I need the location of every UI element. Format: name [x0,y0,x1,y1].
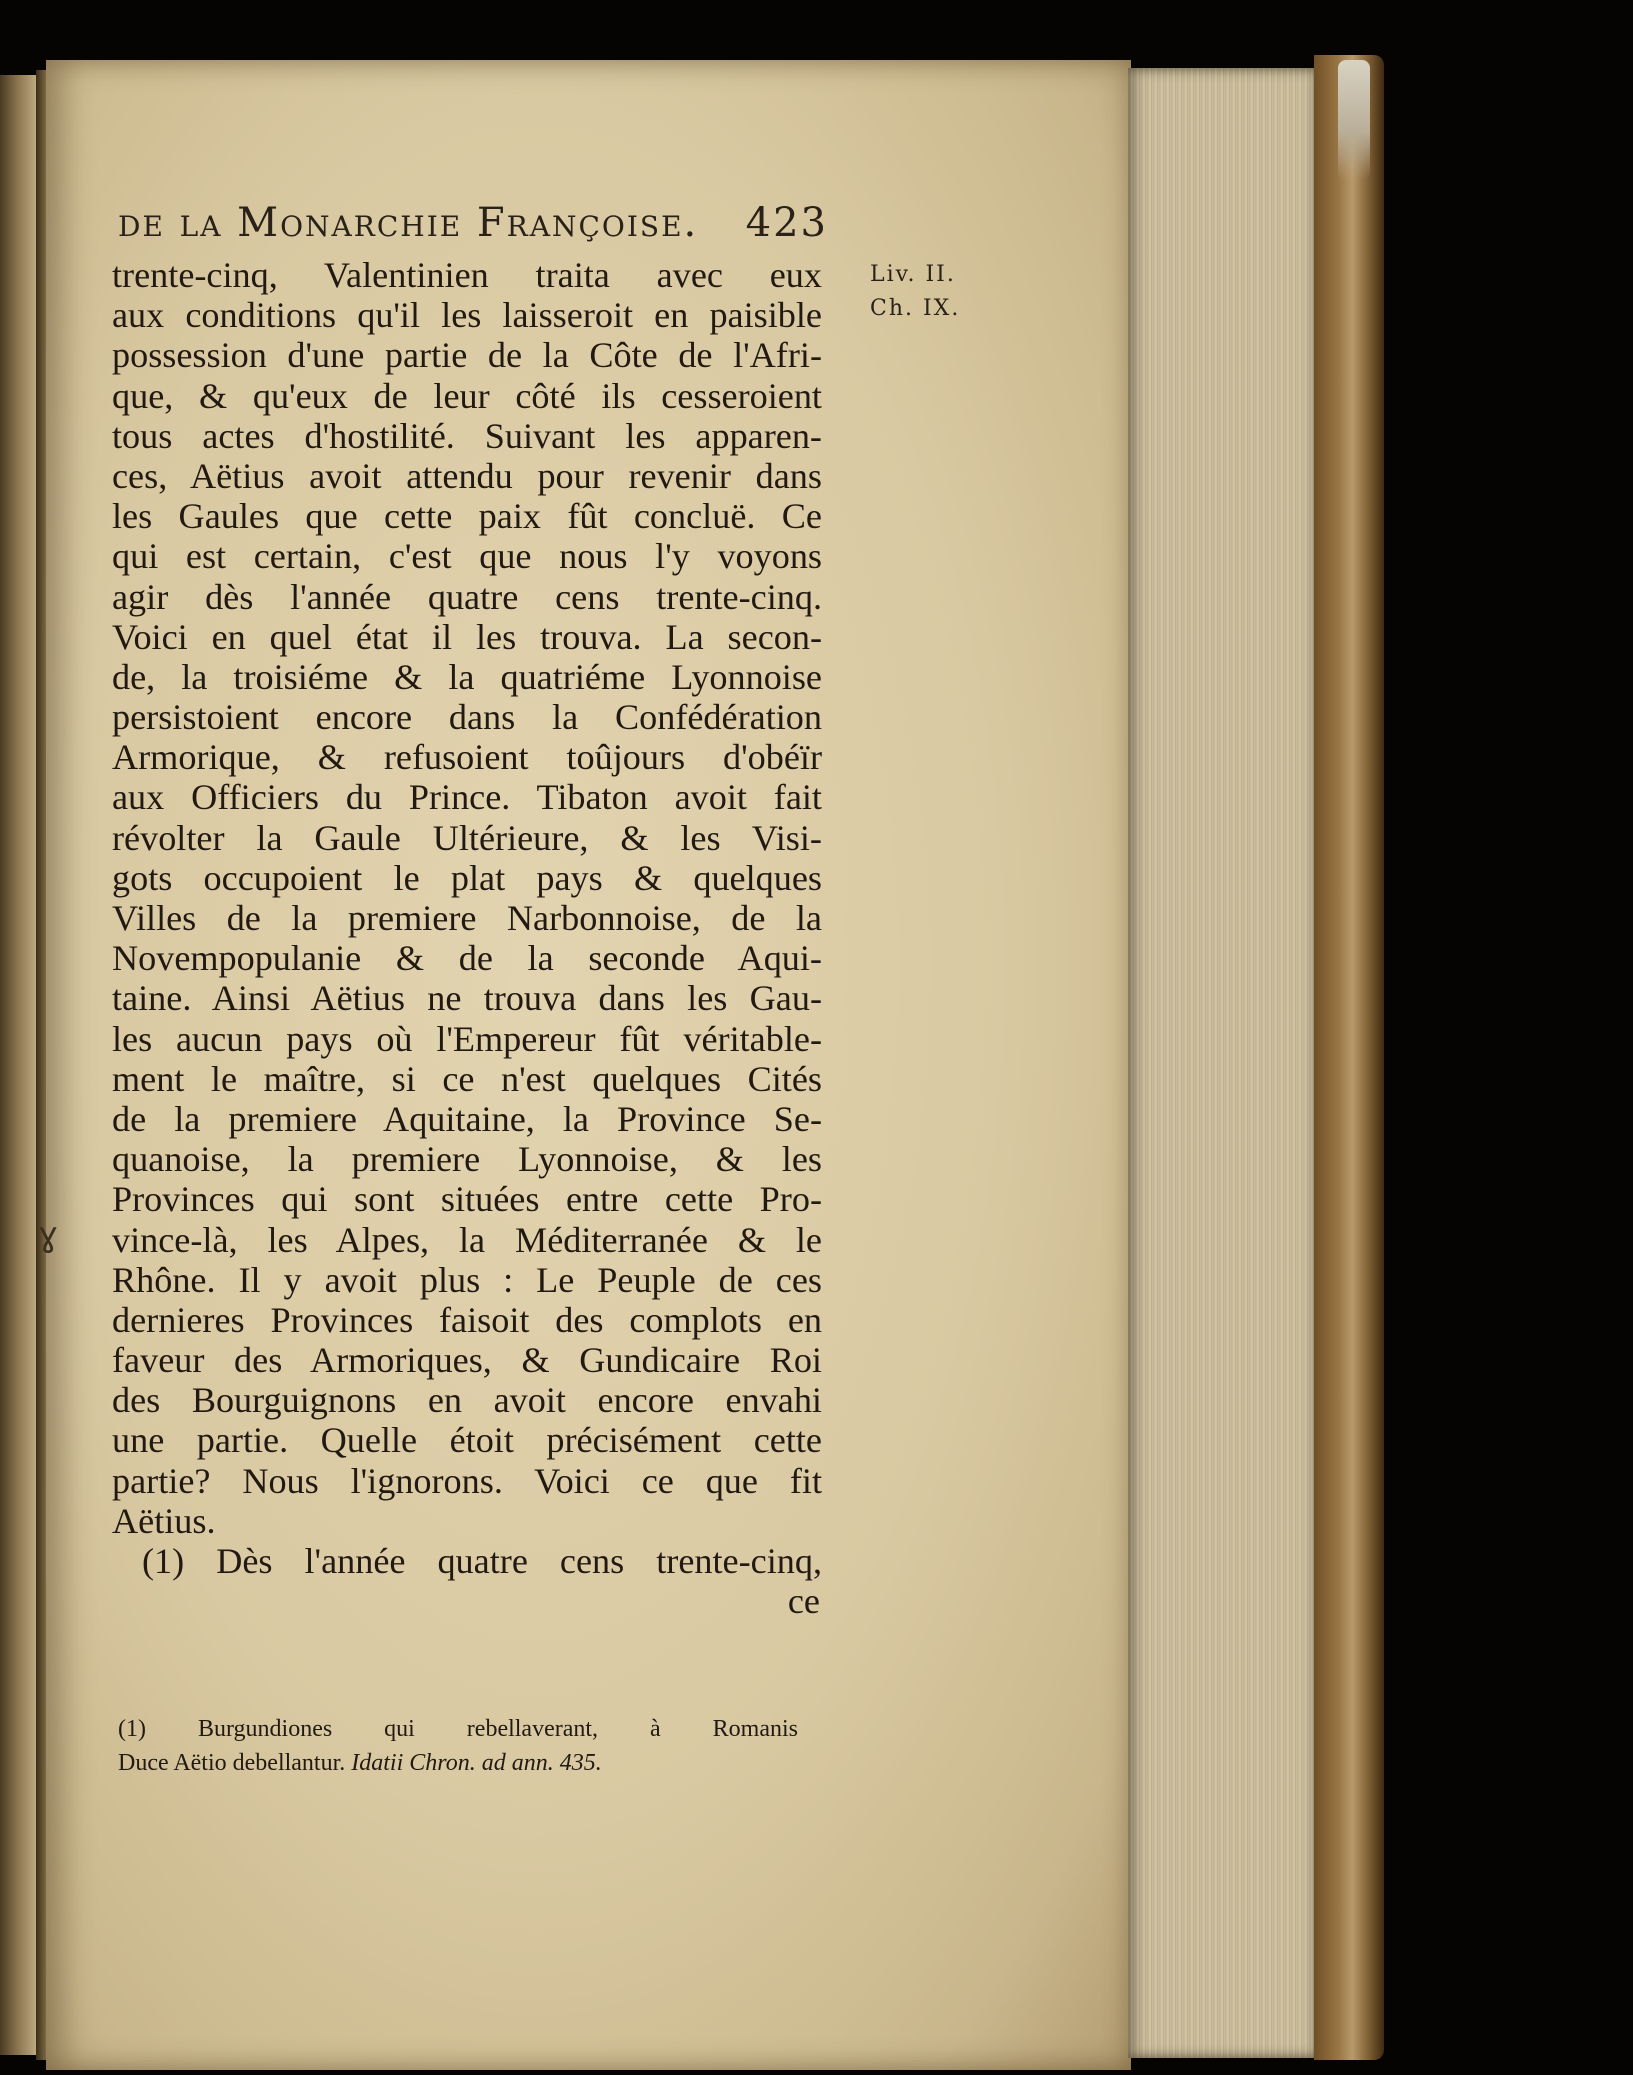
text-line: faveur des Armoriques, & Gundicaire Roi [112,1340,822,1381]
catchword: ce [787,1581,820,1622]
text-line: gots occupoient le plat pays & quelques [112,857,822,898]
text-line: tous actes d'hostilité. Suivant les apparen- [112,415,822,456]
text-line: des Bourguignons en avoit encore envahi [112,1380,822,1421]
running-head-title: de la Monarchie Françoise. [118,200,699,246]
text-line: les aucun pays où l'Empereur fût véritable- [112,1018,822,1059]
text-line: partie? Nous l'ignorons. Voici ce que fit [112,1460,822,1501]
footnote-line [118,1746,798,1780]
text-line: révolter la Gaule Ultérieure, & les Visi- [112,817,822,858]
text-line: Aëtius. [112,1500,216,1541]
text-line: Voici en quel état il les trouva. La secon- [112,616,822,657]
text-line: dernieres Provinces faisoit des complots en [112,1299,822,1340]
book-binding [1314,55,1384,2060]
text-line: agir dès l'année quatre cens trente-cinq. [112,576,822,617]
paragraph-start: (1) Dès l'année quatre cens trente-cinq, [142,1541,822,1581]
text-line: trente-cinq, Valentinien traita avec eux [112,255,822,295]
text-line: une partie. Quelle étoit précisément cette [112,1420,822,1461]
text-line: qui est certain, c'est que nous l'y voyons [112,536,822,577]
body-text [112,255,822,1621]
margin-note-chapter: Ch. IX. [870,296,961,321]
text-line: les Gaules que cette paix fût concluë. Ce [112,496,822,537]
footnote [118,1712,798,1780]
margin-note [870,258,960,326]
margin-note-book: Liv. II. [870,262,956,287]
footnote-line: (1) Burgundiones qui rebellaverant, à Romanis [118,1716,798,1742]
text-line: que, & qu'eux de leur côté ils cesseroient [112,375,822,416]
text-line: quanoise, la premiere Lyonnoise, & les [112,1139,822,1180]
text-line: de, la troisiéme & la quatriéme Lyonnoise [112,656,822,697]
text-line: Villes de la premiere Narbonnoise, de la [112,898,822,938]
text-line: Provinces qui sont situées entre cette Pro- [112,1179,822,1220]
text-line: taine. Ainsi Aëtius ne trouva dans les Gau- [112,978,822,1019]
text-line: Novempopulanie & de la seconde Aqui- [112,938,822,979]
footnote-text: Duce Aëtio debellantur. [118,1750,346,1776]
marginal-mark: ɣ [38,1215,59,1255]
text-line: vince-là, les Alpes, la Méditerranée & le [112,1219,822,1260]
text-line: de la premiere Aquitaine, la Province Se- [112,1098,822,1139]
text-line: Rhône. Il y avoit plus : Le Peuple de ces [112,1259,822,1300]
left-page-edge [0,75,40,2055]
text-line: aux conditions qu'il les laisseroit en paisible [112,295,822,336]
text-line: ment le maître, si ce n'est quelques Cités [112,1058,822,1099]
page-edges-block [1128,68,1318,2058]
text-line: persistoient encore dans la Confédération [112,697,822,738]
running-head [118,200,828,246]
footnote-citation: Idatii Chron. ad ann. 435. [351,1750,602,1776]
text-line: Armorique, & refusoient toûjours d'obéïr [112,737,822,778]
binding-wear [1338,60,1370,180]
page-number: 423 [745,200,828,246]
text-line: ces, Aëtius avoit attendu pour revenir dans [112,455,822,496]
text-line: possession d'une partie de la Côte de l'Afri- [112,335,822,376]
text-line: aux Officiers du Prince. Tibaton avoit fait [112,777,822,818]
